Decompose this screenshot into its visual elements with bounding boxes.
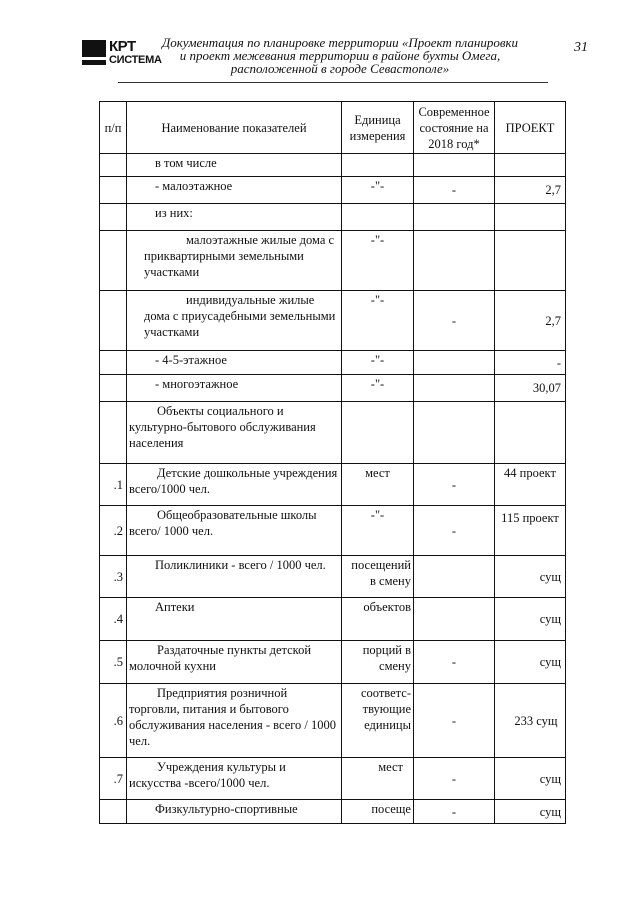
row-current bbox=[414, 598, 495, 641]
table-row bbox=[100, 204, 566, 231]
row-num bbox=[100, 402, 127, 464]
row-num bbox=[100, 204, 127, 231]
row-name-text: Учреждения культуры и искусства -всего/1000 чел. bbox=[129, 760, 286, 790]
table-row bbox=[100, 684, 566, 758]
page-number: 31 bbox=[574, 40, 588, 55]
row-unit: посещений в смену bbox=[342, 556, 414, 598]
logo-text-sistema: СИСТЕМА bbox=[109, 54, 162, 66]
row-current bbox=[414, 375, 495, 402]
row-name-text: Предприятия розничной торговли, питания и бытового обслуживания населения - всего / 1000 чел. bbox=[129, 686, 337, 748]
row-project: 2,7 bbox=[495, 291, 566, 351]
table-row bbox=[100, 291, 566, 351]
row-num: .7 bbox=[100, 758, 127, 800]
header-project: ПРОЕКТ bbox=[495, 102, 566, 154]
table-row bbox=[100, 556, 566, 598]
row-project bbox=[495, 231, 566, 291]
logo-text-krt: КРТ bbox=[109, 38, 136, 55]
row-current: - bbox=[414, 464, 495, 506]
row-unit bbox=[342, 204, 414, 231]
header-line-2: и проект межевания территории в районе бухты Омега, bbox=[179, 48, 501, 63]
row-num: .3 bbox=[100, 556, 127, 598]
row-num bbox=[100, 231, 127, 291]
row-current: - bbox=[414, 684, 495, 758]
row-current bbox=[414, 204, 495, 231]
row-project: 30,07 bbox=[495, 375, 566, 402]
row-unit: порций в смену bbox=[342, 641, 414, 684]
row-current: - bbox=[414, 758, 495, 800]
row-name-text: Общеобразовательные школы всего/ 1000 чел. bbox=[129, 508, 317, 538]
row-unit bbox=[342, 402, 414, 464]
row-current bbox=[414, 351, 495, 375]
row-current: - bbox=[414, 506, 495, 556]
row-current: - bbox=[414, 641, 495, 684]
table-row bbox=[100, 464, 566, 506]
row-name bbox=[127, 684, 342, 758]
row-unit: мест bbox=[342, 758, 414, 800]
row-current bbox=[414, 154, 495, 177]
row-project: сущ bbox=[495, 556, 566, 598]
row-project bbox=[495, 204, 566, 231]
document-header bbox=[150, 36, 530, 75]
row-num bbox=[100, 291, 127, 351]
row-project: 2,7 bbox=[495, 177, 566, 204]
row-unit: -"- bbox=[342, 231, 414, 291]
header-unit: Единица измерения bbox=[342, 102, 414, 154]
table-row bbox=[100, 231, 566, 291]
row-name: - 4-5-этажное bbox=[127, 351, 342, 375]
row-num: .4 bbox=[100, 598, 127, 641]
table-header-row bbox=[100, 102, 566, 154]
row-unit: посеще bbox=[342, 800, 414, 824]
row-project bbox=[495, 154, 566, 177]
company-logo bbox=[82, 38, 162, 70]
row-name bbox=[127, 402, 342, 464]
row-unit: объектов bbox=[342, 598, 414, 641]
row-current: - bbox=[414, 800, 495, 824]
logo-mark bbox=[82, 40, 106, 57]
table-row bbox=[100, 351, 566, 375]
header-line-3: расположенной в городе Севастополе» bbox=[230, 61, 450, 76]
row-project: сущ bbox=[495, 641, 566, 684]
header-divider bbox=[118, 82, 548, 83]
table-row bbox=[100, 154, 566, 177]
indicators-table bbox=[99, 101, 566, 824]
logo-underline bbox=[82, 60, 106, 65]
header-current: Современное состояние на 2018 год* bbox=[414, 102, 495, 154]
table-row bbox=[100, 800, 566, 824]
row-num: .5 bbox=[100, 641, 127, 684]
row-num bbox=[100, 375, 127, 402]
row-num bbox=[100, 351, 127, 375]
row-name bbox=[127, 641, 342, 684]
row-project-text: 44 проект bbox=[504, 466, 556, 480]
row-project bbox=[495, 402, 566, 464]
row-unit: -"- bbox=[342, 291, 414, 351]
row-project: сущ bbox=[495, 800, 566, 824]
row-name-text: индивидуальные жилые дома с приусадебными земельными участками bbox=[144, 293, 336, 339]
row-name bbox=[127, 291, 342, 351]
row-unit: -"- bbox=[342, 177, 414, 204]
row-current bbox=[414, 402, 495, 464]
table-row bbox=[100, 177, 566, 204]
row-name bbox=[127, 231, 342, 291]
row-name-text: Объекты социального и культурно-бытового обслуживания населения bbox=[129, 404, 316, 450]
row-unit: соответс-твующие единицы bbox=[342, 684, 414, 758]
row-project bbox=[495, 464, 566, 506]
row-name: из них: bbox=[127, 204, 342, 231]
row-name: в том числе bbox=[127, 154, 342, 177]
row-num: .1 bbox=[100, 464, 127, 506]
row-unit: -"- bbox=[342, 506, 414, 556]
row-unit bbox=[342, 154, 414, 177]
row-unit: мест bbox=[342, 464, 414, 506]
header-num: п/п bbox=[100, 102, 127, 154]
row-project-text: 115 проект bbox=[501, 511, 559, 525]
header-name: Наименование показателей bbox=[127, 102, 342, 154]
row-name bbox=[127, 758, 342, 800]
row-current: - bbox=[414, 291, 495, 351]
table-row bbox=[100, 598, 566, 641]
row-num bbox=[100, 177, 127, 204]
table-row bbox=[100, 402, 566, 464]
row-name-text: Раздаточные пункты детской молочной кухни bbox=[129, 643, 312, 673]
row-name-text: малоэтажные жилые дома с приквартирными земельными участками bbox=[144, 233, 335, 279]
table-row bbox=[100, 641, 566, 684]
row-name: Аптеки bbox=[127, 598, 342, 641]
table-row bbox=[100, 506, 566, 556]
row-current bbox=[414, 231, 495, 291]
row-name-text: Детские дошкольные учреждения всего/1000 чел. bbox=[129, 466, 338, 496]
row-unit: -"- bbox=[342, 351, 414, 375]
row-num bbox=[100, 800, 127, 824]
row-name: - многоэтажное bbox=[127, 375, 342, 402]
row-current bbox=[414, 556, 495, 598]
row-name bbox=[127, 464, 342, 506]
row-project: сущ bbox=[495, 758, 566, 800]
table-row bbox=[100, 758, 566, 800]
row-num: .2 bbox=[100, 506, 127, 556]
row-num bbox=[100, 154, 127, 177]
row-project-text: 233 сущ bbox=[514, 713, 558, 728]
row-num: .6 bbox=[100, 684, 127, 758]
row-name: Физкультурно-спортивные bbox=[127, 800, 342, 824]
row-project: сущ bbox=[495, 598, 566, 641]
row-project bbox=[495, 506, 566, 556]
row-current: - bbox=[414, 177, 495, 204]
table-row bbox=[100, 375, 566, 402]
row-project: - bbox=[495, 351, 566, 375]
row-name bbox=[127, 506, 342, 556]
row-name: Поликлиники - всего / 1000 чел. bbox=[127, 556, 342, 598]
row-project bbox=[495, 684, 566, 758]
row-unit: -"- bbox=[342, 375, 414, 402]
row-name: - малоэтажное bbox=[127, 177, 342, 204]
header-line-1: Документация по планировке территории «Проект планировки bbox=[161, 35, 519, 50]
